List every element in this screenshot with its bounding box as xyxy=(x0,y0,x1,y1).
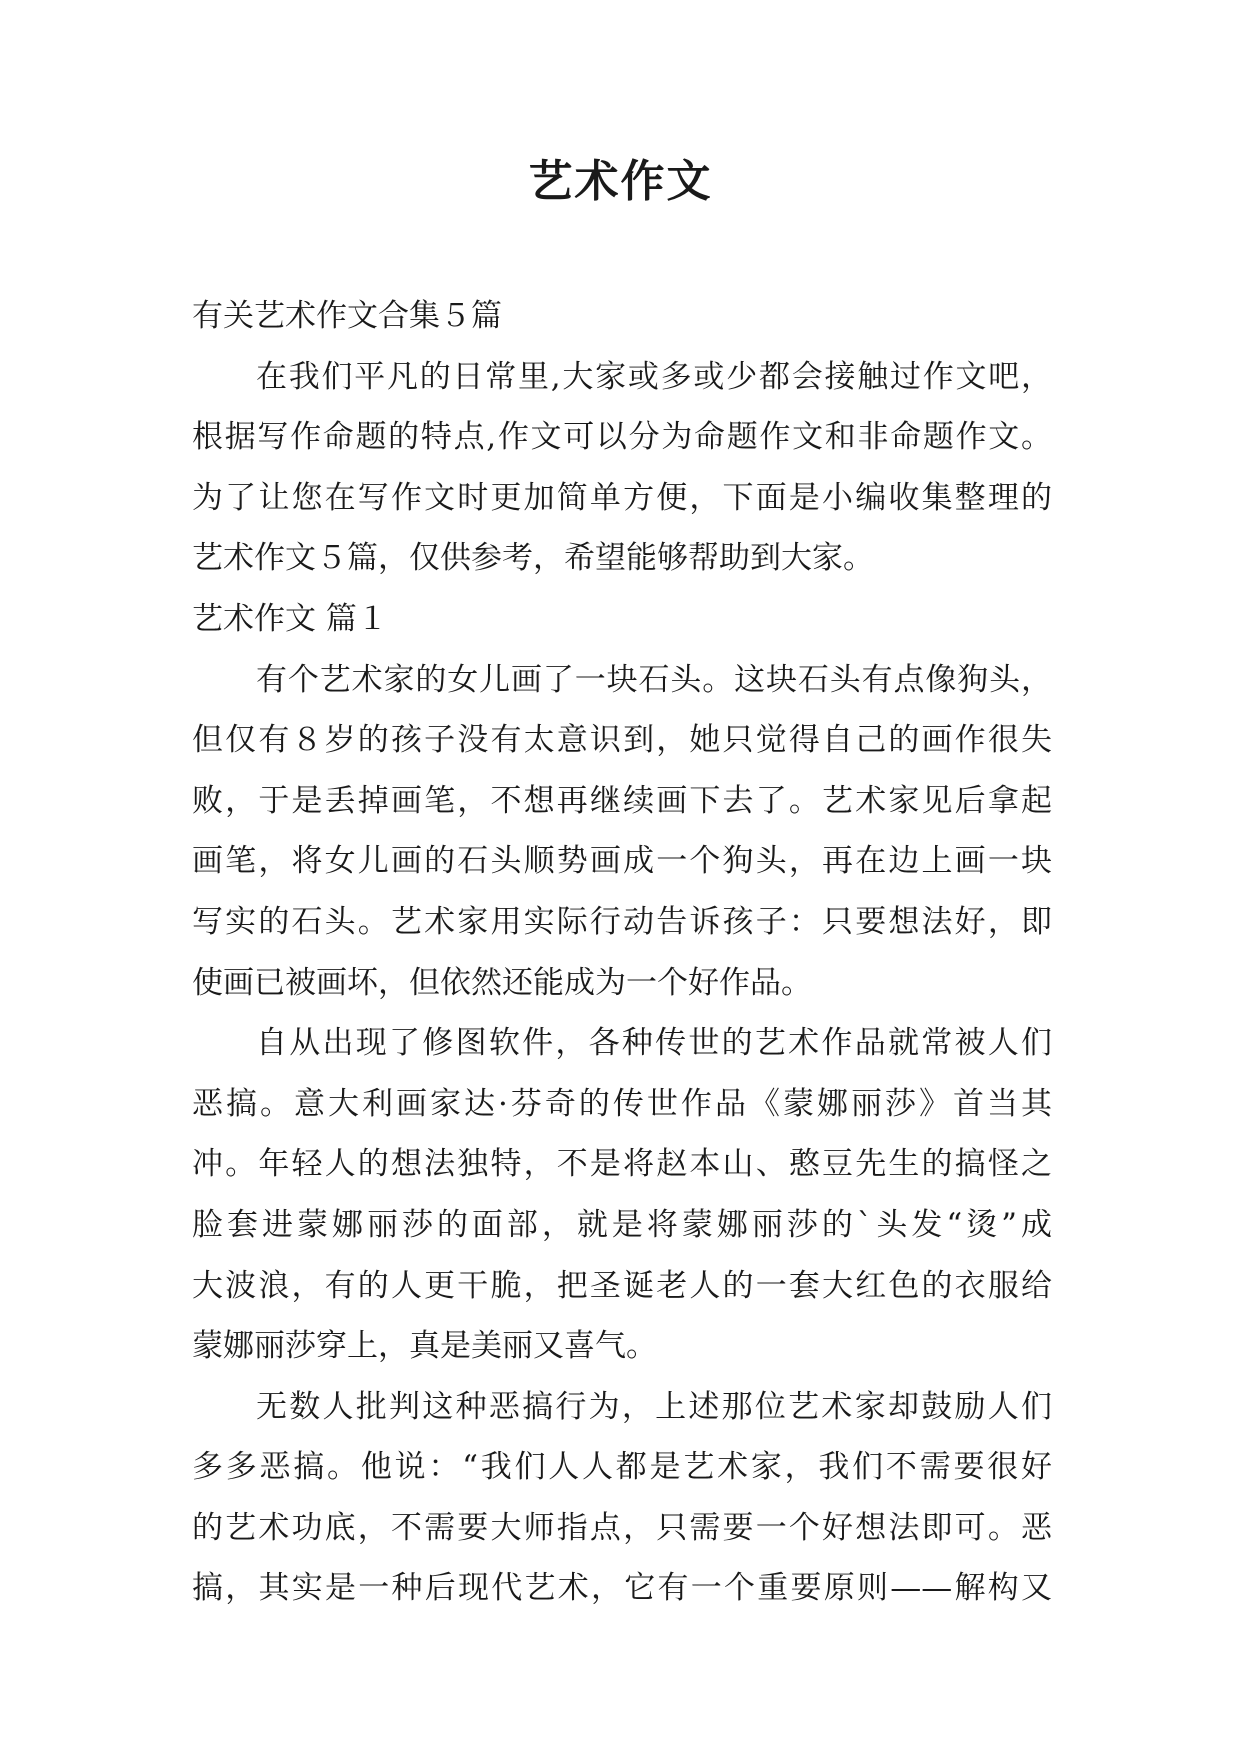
text-line: 为了让您在写作文时更加简单方便，下面是小编收集整理的 xyxy=(192,479,1052,516)
section-heading: 艺术作文 篇１ xyxy=(192,600,388,637)
text-line: 无数人批判这种恶搞行为，上述那位艺术家却鼓励人们 xyxy=(256,1388,1052,1425)
text-line: 写实的石头。艺术家用实际行动告诉孩子：只要想法好，即 xyxy=(192,903,1052,940)
text-line: 但仅有８岁的孩子没有太意识到，她只觉得自己的画作很失 xyxy=(192,722,1052,759)
text-line: 自从出现了修图软件，各种传世的艺术作品就常被人们 xyxy=(256,1025,1052,1062)
text-line: 蒙娜丽莎穿上，真是美丽又喜气。 xyxy=(192,1328,657,1365)
text-line: 有个艺术家的女儿画了一块石头。这块石头有点像狗头， xyxy=(256,661,1052,698)
document-body xyxy=(192,286,1052,1619)
text-line: 大波浪，有的人更干脆，把圣诞老人的一套大红色的衣服给 xyxy=(192,1267,1052,1304)
text-line: 艺术作文５篇，仅供参考，希望能够帮助到大家。 xyxy=(192,540,874,577)
text-line: 脸套进蒙娜丽莎的面部，就是将蒙娜丽莎的`头发“烫”成 xyxy=(192,1206,1052,1243)
text-line: 的艺术功底，不需要大师指点，只需要一个好想法即可。恶 xyxy=(192,1509,1052,1546)
text-line: 搞，其实是一种后现代艺术，它有一个重要原则——解构又 xyxy=(192,1570,1052,1607)
text-line: 画笔，将女儿画的石头顺势画成一个狗头，再在边上画一块 xyxy=(192,843,1052,880)
text-line: 根据写作命题的特点,作文可以分为命题作文和非命题作文。 xyxy=(192,419,1052,456)
text-line: 败，于是丢掉画笔，不想再继续画下去了。艺术家见后拿起 xyxy=(192,782,1052,819)
text-line: 多多恶搞。他说：“我们人人都是艺术家，我们不需要很好 xyxy=(192,1449,1052,1486)
section-heading: 有关艺术作文合集５篇 xyxy=(192,298,502,334)
text-line: 恶搞。意大利画家达·芬奇的传世作品《蒙娜丽莎》首当其 xyxy=(192,1085,1052,1122)
text-line: 在我们平凡的日常里,大家或多或少都会接触过作文吧， xyxy=(256,358,1052,395)
text-line: 冲。年轻人的想法独特，不是将赵本山、憨豆先生的搞怪之 xyxy=(192,1146,1052,1183)
text-line: 使画已被画坏，但依然还能成为一个好作品。 xyxy=(192,964,812,1001)
document-title: 艺术作文 xyxy=(528,156,713,207)
